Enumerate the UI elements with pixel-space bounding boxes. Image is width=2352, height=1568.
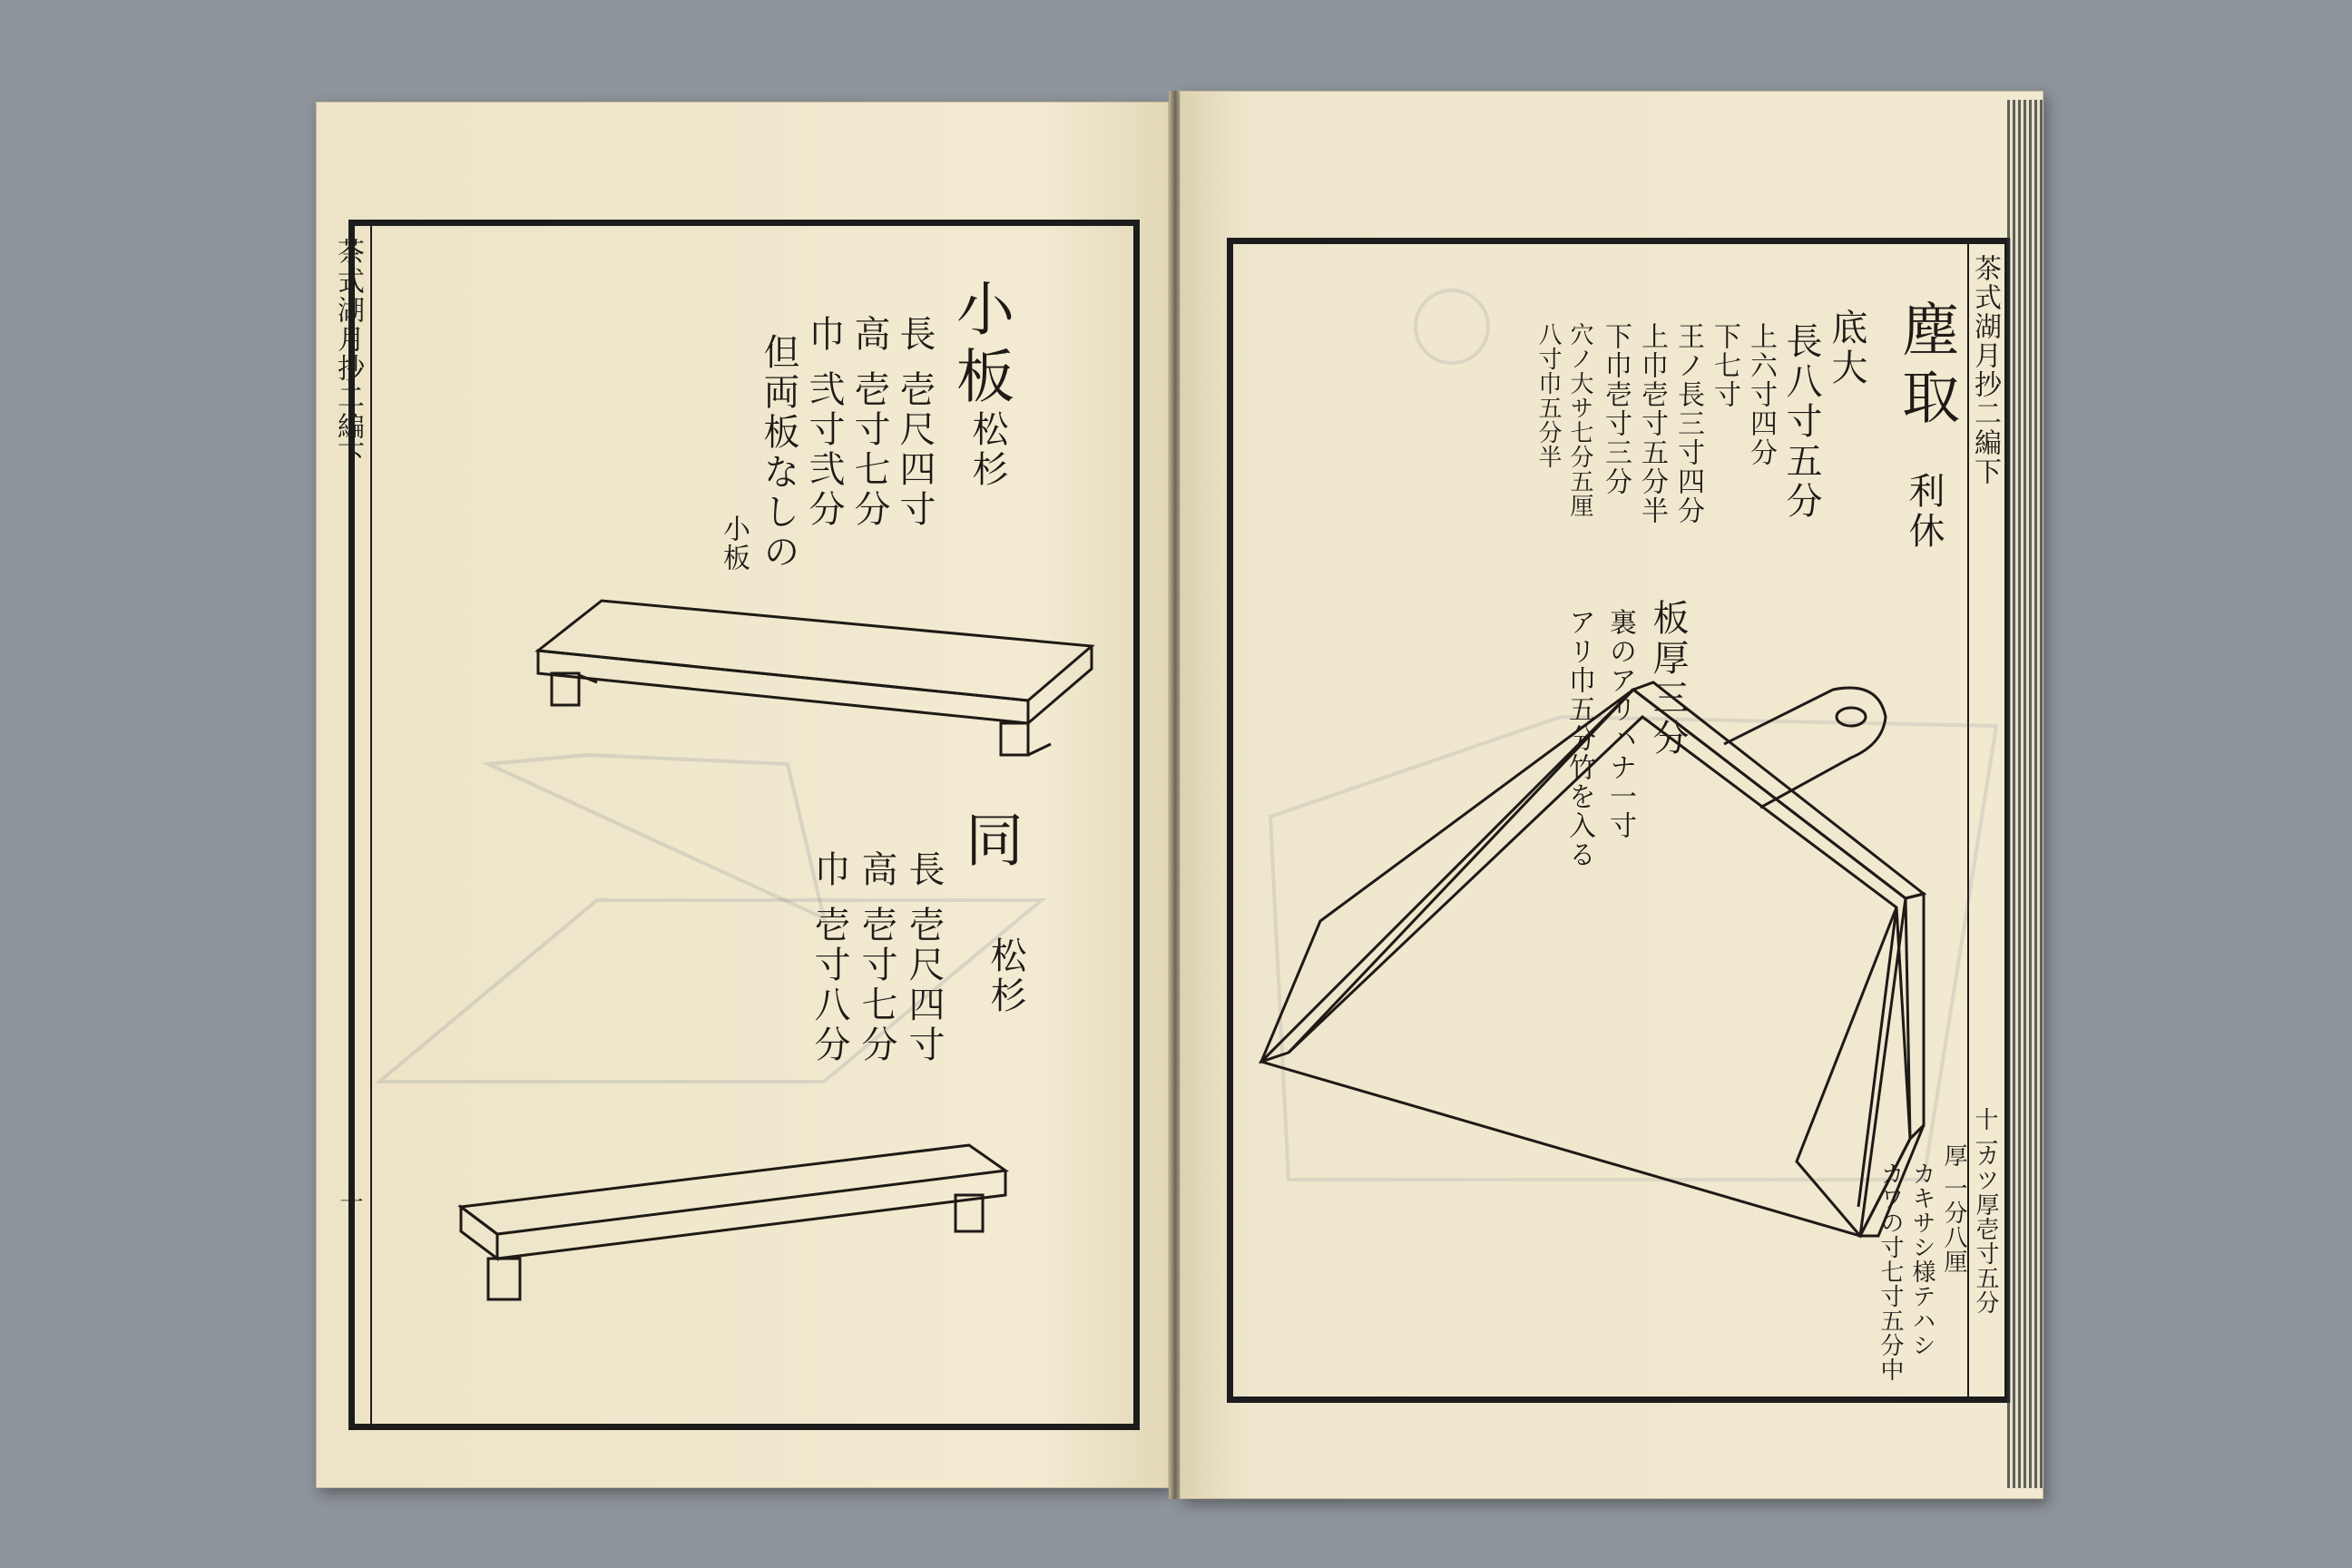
item2-dim3: 巾 壱寸八分 (808, 850, 850, 1065)
small-board-1-icon (538, 601, 1092, 755)
small-board-drawings (316, 102, 1169, 1488)
open-book (299, 91, 2078, 1506)
dustpan-note-2: 裏のアリハナ一寸 (1604, 608, 1636, 840)
dustpan-line-3: 上六寸四分 (1745, 322, 1777, 467)
dustpan-attribution: 利休 (1903, 472, 1945, 552)
dustpan-note-3: アリ巾五分竹を入る (1563, 608, 1595, 869)
dustpan-line-8: 穴ノ大サ七分五厘 (1566, 322, 1593, 518)
item1-name: 小板 (946, 279, 1014, 413)
side-note-4: カワの寸七寸五分中 (1877, 1161, 1904, 1382)
show-through-drawing (379, 755, 1042, 1082)
dustpan-title: 塵取 (1892, 299, 1959, 434)
item2-dim1: 長 壱尺四寸 (903, 850, 945, 1065)
dustpan-icon (1261, 682, 1924, 1236)
item2-material: 松杉 (985, 936, 1026, 1016)
dustpan-line-1: 底大 (1826, 309, 1867, 388)
dustpan-drawing (1180, 91, 2043, 1499)
dustpan-line-4: 下七寸 (1709, 322, 1740, 409)
dustpan-line-5: 王ノ長三寸四分 (1672, 322, 1704, 525)
small-board-2-icon (461, 1145, 1005, 1299)
right-page (1180, 91, 2043, 1499)
dustpan-line-7: 下巾壱寸三分 (1600, 322, 1632, 496)
left-page (316, 102, 1169, 1488)
dustpan-line-6: 上巾壱寸五分半 (1636, 322, 1668, 525)
right-running-title: 茶式湖月抄二編下 (1969, 254, 2001, 486)
item2-dim2: 高 壱寸七分 (856, 850, 897, 1065)
dustpan-line-2: 長八寸五分 (1780, 322, 1822, 522)
left-folio: 十 (336, 1191, 363, 1215)
side-note-2: 厚 一分八厘 (1940, 1143, 1967, 1275)
item1-material: 松杉 (966, 410, 1008, 490)
left-running-title: 茶式湖月抄二編下 (332, 238, 364, 470)
right-folio: 十一 (1971, 1107, 1998, 1156)
side-note-1: カツ厚壱寸五分 (1972, 1143, 1999, 1315)
item1-dim1: 長 壱尺四寸 (894, 315, 936, 530)
show-through-drawing-right (1270, 290, 1996, 1180)
dustpan-line-9: 八寸巾五分半 (1534, 322, 1562, 469)
item2-name: 同 (956, 809, 1023, 877)
side-note-3: カキサシ様テハシ (1908, 1161, 1936, 1357)
item1-note2: 小板 (718, 514, 750, 573)
item1-dim3: 巾 弐寸弐分 (803, 315, 845, 530)
dustpan-note-1: 板厚三分 (1647, 599, 1689, 759)
item1-dim2: 高 壱寸七分 (848, 315, 890, 530)
item1-note: 但両板なしの (758, 333, 799, 573)
